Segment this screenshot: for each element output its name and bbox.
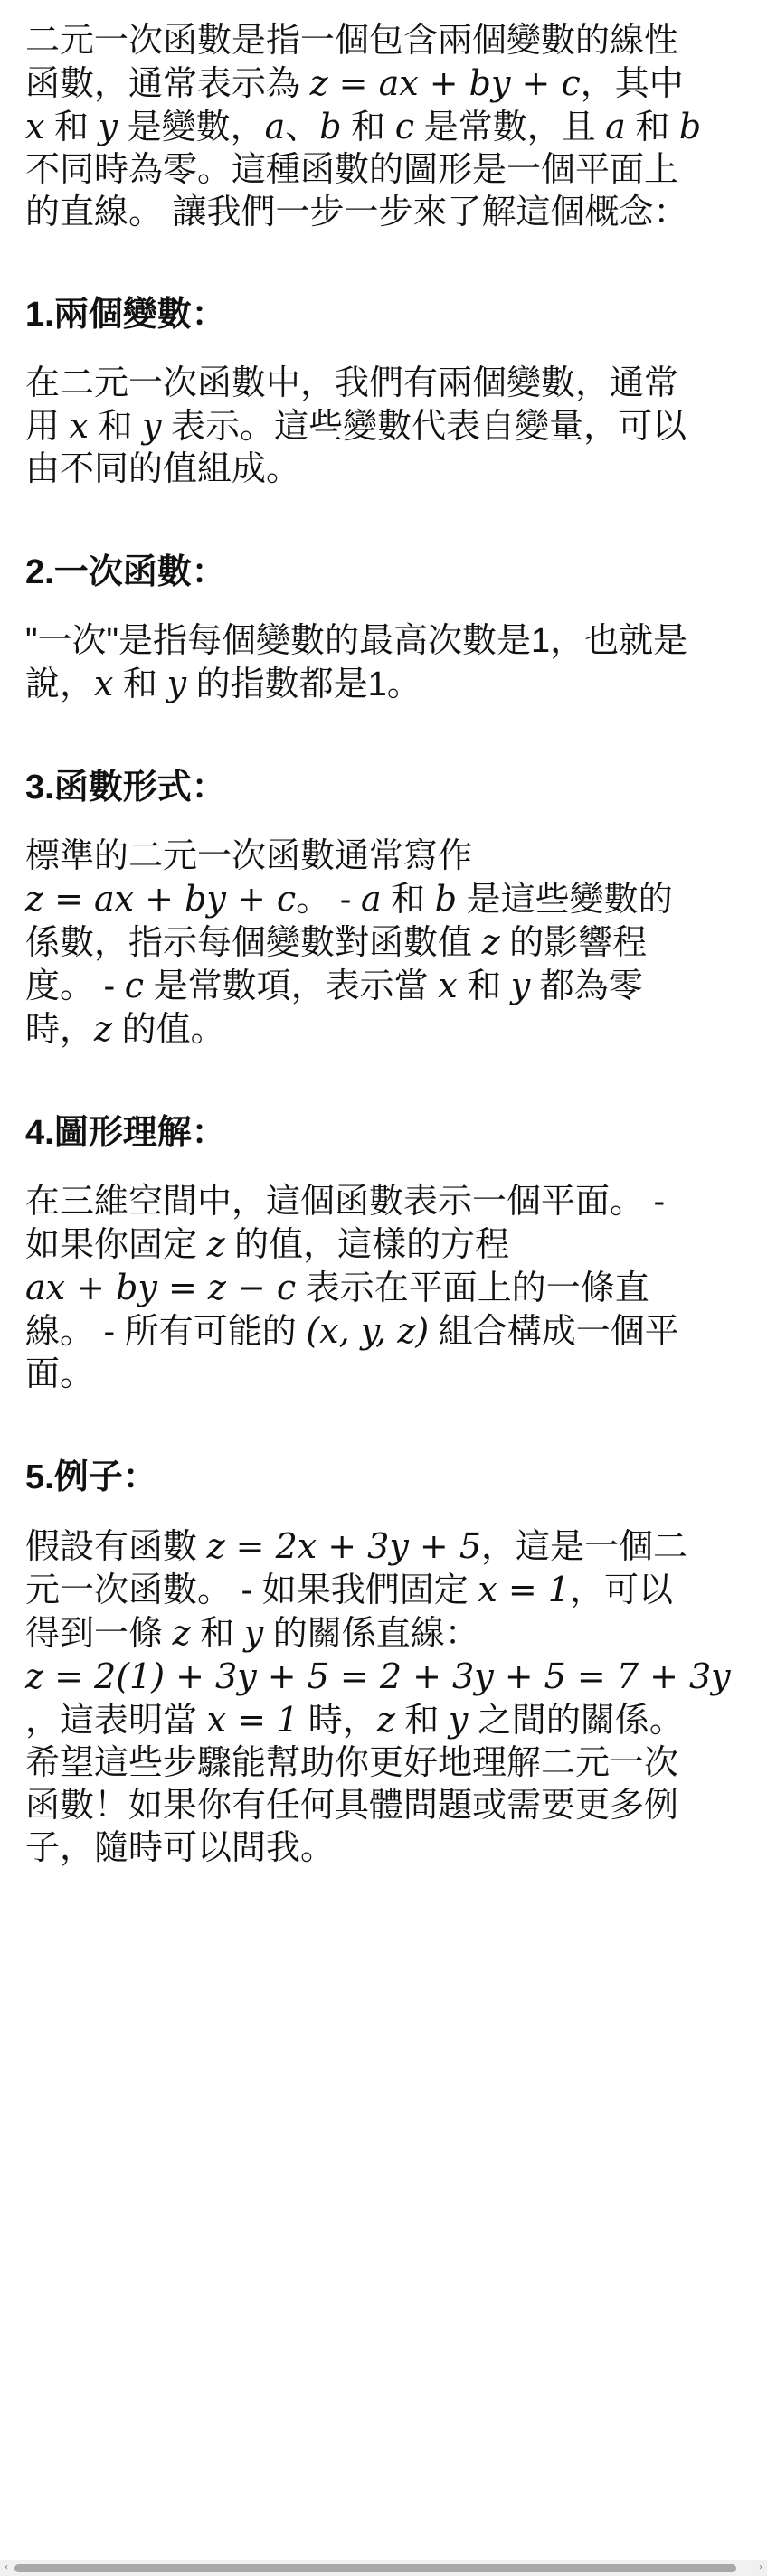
text-run: 是變數， bbox=[118, 109, 265, 146]
section-paragraph bbox=[25, 363, 767, 491]
text-run: ，其中 bbox=[580, 65, 684, 103]
math-variable: x bbox=[25, 107, 45, 146]
text-line bbox=[25, 620, 767, 663]
text-line bbox=[25, 1699, 767, 1742]
math-variable: x bbox=[438, 966, 458, 1005]
text-run: 和 bbox=[113, 665, 167, 703]
text-run: 表示在平面上的一條直 bbox=[296, 1269, 649, 1307]
text-run: 的值，這樣的方程 bbox=[224, 1226, 510, 1264]
text-run: 元一次函數。 - 如果我們固定 bbox=[25, 1571, 478, 1609]
text-line bbox=[25, 921, 767, 965]
section-heading: 5.例子： bbox=[25, 1458, 157, 1496]
text-run: 的關係直線： bbox=[263, 1615, 479, 1653]
math-variable: y bbox=[166, 664, 187, 703]
math-variable: z bbox=[481, 922, 500, 962]
section-paragraph bbox=[25, 620, 767, 706]
text-run: 標準的二元一次函數通常寫作 bbox=[25, 837, 473, 875]
section-heading: 1.兩個變數： bbox=[25, 296, 226, 334]
text-line bbox=[25, 1267, 767, 1310]
math-variable: a bbox=[360, 879, 382, 919]
text-line bbox=[25, 149, 767, 192]
text-line bbox=[25, 1181, 767, 1223]
text-run: 的直線。 讓我們一步一步來了解這個概念： bbox=[25, 193, 688, 231]
text-run: ，這是一個二 bbox=[481, 1528, 688, 1566]
text-line bbox=[25, 448, 767, 491]
text-run: 在三維空間中，這個函數表示一個平面。 - bbox=[25, 1183, 666, 1221]
text-line bbox=[25, 1742, 767, 1785]
math-variable: y bbox=[510, 966, 531, 1005]
math-variable: b bbox=[434, 879, 458, 919]
document-body bbox=[25, 20, 767, 1870]
math-variable: a bbox=[264, 107, 286, 146]
text-run: 度。 - bbox=[25, 967, 125, 1005]
text-run: 不同時為零。這種函數的圖形是一個平面上 bbox=[25, 151, 679, 189]
math-variable: y bbox=[98, 107, 118, 146]
math-formula: ax + by = z − c bbox=[25, 1268, 297, 1307]
text-run: 是常數項，表示當 bbox=[144, 967, 439, 1005]
text-line bbox=[25, 1310, 767, 1354]
text-line bbox=[25, 878, 767, 921]
math-variable: b bbox=[678, 107, 702, 146]
section-heading: 2.一次函數： bbox=[25, 553, 226, 591]
text-run: "一次"是指每個變數的最高次數是1，也就是 bbox=[25, 622, 688, 660]
text-line bbox=[25, 1656, 767, 1699]
math-formula: (x, y, z) bbox=[306, 1311, 430, 1351]
math-formula: x = 1 bbox=[478, 1570, 570, 1609]
text-line bbox=[25, 1354, 767, 1396]
text-run: ，這表明當 bbox=[25, 1702, 207, 1740]
section-heading: 3.函數形式： bbox=[25, 769, 226, 807]
text-run: 時， bbox=[25, 1011, 95, 1049]
math-variable: x bbox=[69, 406, 89, 446]
text-line bbox=[25, 1223, 767, 1267]
text-run: ，可以 bbox=[569, 1571, 673, 1609]
text-run: 是常數，且 bbox=[414, 109, 606, 146]
text-run: 在二元一次函數中，我們有兩個變數，通常 bbox=[25, 364, 679, 402]
text-run: 都為零 bbox=[530, 967, 643, 1005]
math-variable: a bbox=[605, 107, 626, 146]
text-run: 的指數都是1。 bbox=[186, 665, 421, 703]
section-heading: 4.圖形理解： bbox=[25, 1114, 226, 1152]
text-run: 的值。 bbox=[112, 1011, 225, 1049]
math-variable: z bbox=[172, 1613, 191, 1653]
math-formula: z = 2(1) + 3y + 5 = 2 + 3y + 5 = 7 + 3y bbox=[25, 1656, 731, 1696]
text-run: 函數，通常表示為 bbox=[25, 65, 310, 103]
text-line bbox=[25, 192, 767, 234]
text-run: 和 bbox=[44, 109, 99, 146]
text-line bbox=[25, 1785, 767, 1827]
scroll-right-arrow-icon[interactable]: › bbox=[759, 2562, 762, 2572]
text-run: 面。 bbox=[25, 1355, 95, 1393]
text-run: 的影響程 bbox=[499, 924, 648, 962]
section-paragraph bbox=[25, 1181, 767, 1396]
text-run: 和 bbox=[381, 881, 435, 919]
text-line bbox=[25, 835, 767, 878]
text-run: 係數，指示每個變數對函數值 bbox=[25, 924, 482, 962]
math-variable: z bbox=[94, 1009, 113, 1049]
math-variable: x bbox=[94, 664, 114, 703]
text-run: 之間的關係。 bbox=[468, 1702, 684, 1740]
text-run: 和 bbox=[89, 408, 143, 446]
text-run: 表示。這些變數代表自變量，可以 bbox=[161, 408, 687, 446]
math-formula: z = 2x + 3y + 5 bbox=[206, 1526, 482, 1566]
text-line bbox=[25, 663, 767, 706]
math-formula: x = 1 bbox=[206, 1700, 299, 1740]
text-run: 是這些變數的 bbox=[457, 881, 673, 919]
text-line bbox=[25, 62, 767, 106]
math-variable: z bbox=[376, 1700, 395, 1740]
math-variable: y bbox=[243, 1613, 264, 1653]
text-line bbox=[25, 1008, 767, 1052]
text-run: 用 bbox=[25, 408, 70, 446]
text-run: 函數！如果你有任何具體問題或需要更多例 bbox=[25, 1787, 679, 1825]
section-paragraph bbox=[25, 1525, 767, 1870]
text-run: 和 bbox=[457, 967, 511, 1005]
text-line bbox=[25, 20, 767, 62]
text-line bbox=[25, 1612, 767, 1656]
math-formula: z = ax + by + c bbox=[309, 63, 581, 103]
math-formula: z = ax + by + c bbox=[25, 879, 297, 919]
section-paragraph bbox=[25, 835, 767, 1052]
text-line bbox=[25, 1525, 767, 1569]
math-variable: y bbox=[142, 406, 162, 446]
text-run: 線。 - 所有可能的 bbox=[25, 1313, 307, 1351]
text-line bbox=[25, 1569, 767, 1612]
text-run: 和 bbox=[394, 1702, 449, 1740]
text-run: 如果你固定 bbox=[25, 1226, 207, 1264]
text-line bbox=[25, 106, 767, 149]
math-variable: c bbox=[394, 107, 415, 146]
horizontal-scrollbar[interactable] bbox=[0, 2560, 767, 2576]
text-run: 由不同的值組成。 bbox=[25, 450, 301, 488]
text-run: 和 bbox=[190, 1615, 244, 1653]
math-variable: b bbox=[319, 107, 342, 146]
scroll-left-arrow-icon[interactable]: ‹ bbox=[5, 2562, 8, 2572]
text-run: 、 bbox=[285, 109, 320, 146]
math-variable: y bbox=[448, 1700, 469, 1740]
text-run: 說， bbox=[25, 665, 95, 703]
intro-paragraph bbox=[25, 20, 767, 234]
scrollbar-thumb[interactable] bbox=[14, 2564, 736, 2572]
text-line bbox=[25, 363, 767, 405]
text-line bbox=[25, 965, 767, 1008]
math-variable: z bbox=[206, 1224, 225, 1264]
text-run: 得到一條 bbox=[25, 1615, 173, 1653]
math-variable: c bbox=[124, 966, 145, 1005]
text-line bbox=[25, 1827, 767, 1870]
text-run: 組合構成一個平 bbox=[429, 1313, 679, 1351]
text-run: 。 - bbox=[296, 881, 361, 919]
text-run: 和 bbox=[341, 109, 395, 146]
text-run: 子，隨時可以問我。 bbox=[25, 1829, 336, 1867]
text-run: 二元一次函數是指一個包含兩個變數的線性 bbox=[25, 22, 679, 60]
text-line bbox=[25, 405, 767, 448]
text-run: 假設有函數 bbox=[25, 1528, 207, 1566]
text-run: 時， bbox=[298, 1702, 377, 1740]
text-run: 和 bbox=[625, 109, 679, 146]
text-run: 希望這些步驟能幫助你更好地理解二元一次 bbox=[25, 1744, 679, 1782]
